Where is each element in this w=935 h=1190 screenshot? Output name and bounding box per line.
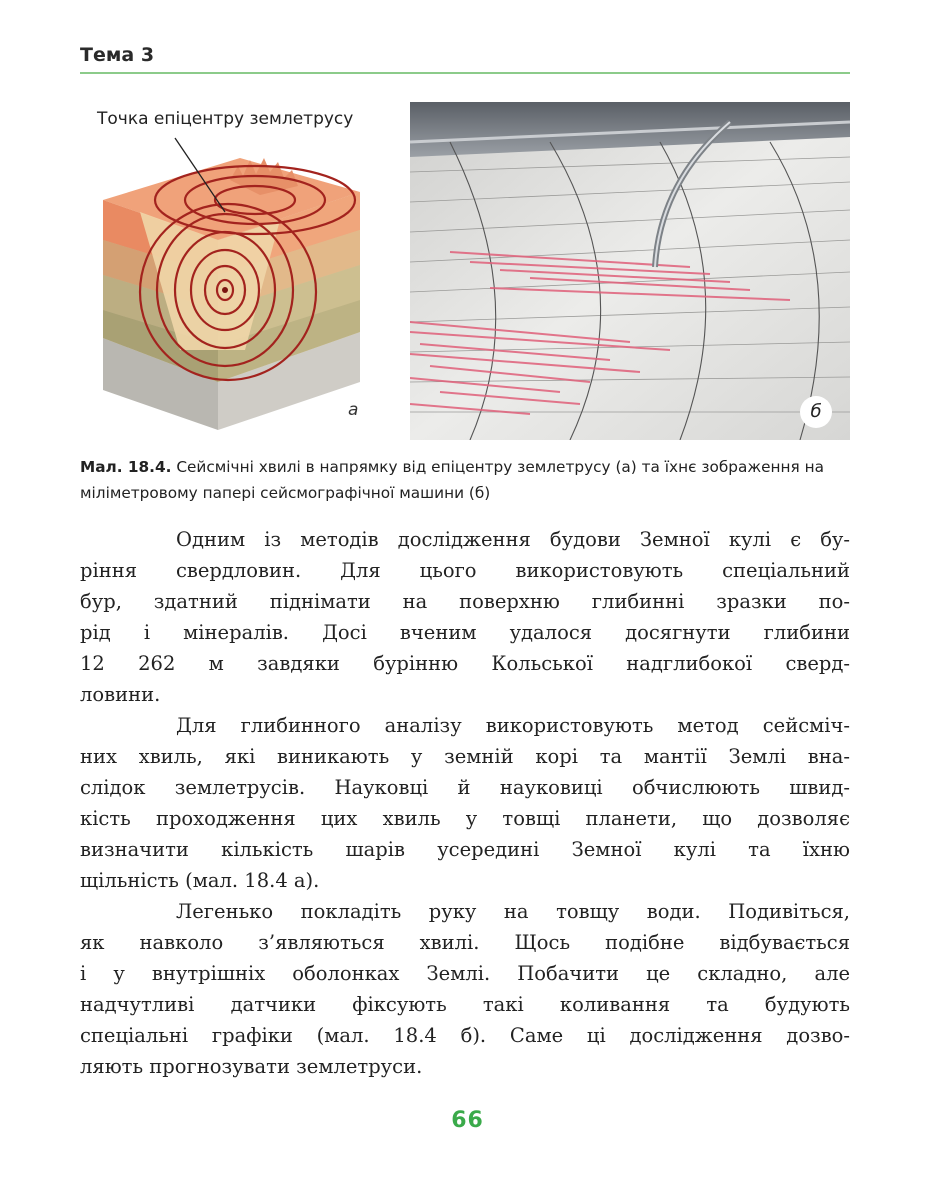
text-line: Одним із методів дослідження будови Земної кулі є бу-: [176, 528, 850, 551]
text-line: бур, здатний піднімати на поверхню глибинні зразки по-: [80, 590, 850, 613]
caption-label: Мал. 18.4.: [80, 458, 172, 476]
text-line: ловини.: [80, 683, 161, 706]
text-line: них хвиль, які виникають у земній корі та мантії Землі вна-: [80, 745, 850, 768]
earthquake-block-illustration: [80, 100, 380, 440]
text-line: 12 262 м завдяки бурінню Кольської надглибокої сверд-: [80, 652, 850, 675]
text-line: ляють прогнозувати землетруси.: [80, 1055, 423, 1078]
text-line: кість проходження цих хвиль у товщі планети, що дозволяє: [80, 807, 850, 830]
figure-caption: [80, 454, 850, 506]
header-divider: [80, 72, 850, 74]
text-line: як навколо з’являються хвилі. Щось подібне відбувається: [80, 931, 850, 954]
text-line: спеціальні графіки (мал. 18.4 б). Саме ці дослідження дозво-: [80, 1024, 850, 1047]
caption-text: Сейсмічні хвилі в напрямку від епіцентру землетрусу (а) та їхнє зображення на міліметровому папері сейсмографічної машини (б): [80, 458, 824, 502]
text-line: ріння свердловин. Для цього використовують спеціальний: [80, 559, 850, 582]
text-line: Для глибинного аналізу використовують метод сейсміч-: [176, 714, 850, 737]
page-number: 66: [451, 1108, 484, 1133]
section-title: Тема 3: [80, 44, 155, 66]
text-line: слідок землетрусів. Науковці й науковиці обчислюють швид-: [80, 776, 850, 799]
text-line: надчутливі датчики фіксують такі коливання та будують: [80, 993, 850, 1016]
text-line: рід і мінералів. Досі вченим удалося досягнути глибини: [80, 621, 850, 644]
text-line: Легенько покладіть руку на товщу води. Подивіться,: [176, 900, 850, 923]
main-text: [80, 524, 850, 1082]
figure-a-letter: а: [348, 400, 359, 420]
figure-b-letter: б: [800, 396, 832, 428]
seismograph-photo: [410, 102, 850, 440]
text-line: і у внутрішніх оболонках Землі. Побачити це складно, але: [80, 962, 850, 985]
epicenter-label: Точка епіцентру землетрусу: [97, 109, 354, 129]
text-line: визначити кількість шарів усередині Земної кулі та їхню: [80, 838, 850, 861]
text-line: щільність (мал. 18.4 а).: [80, 869, 320, 892]
